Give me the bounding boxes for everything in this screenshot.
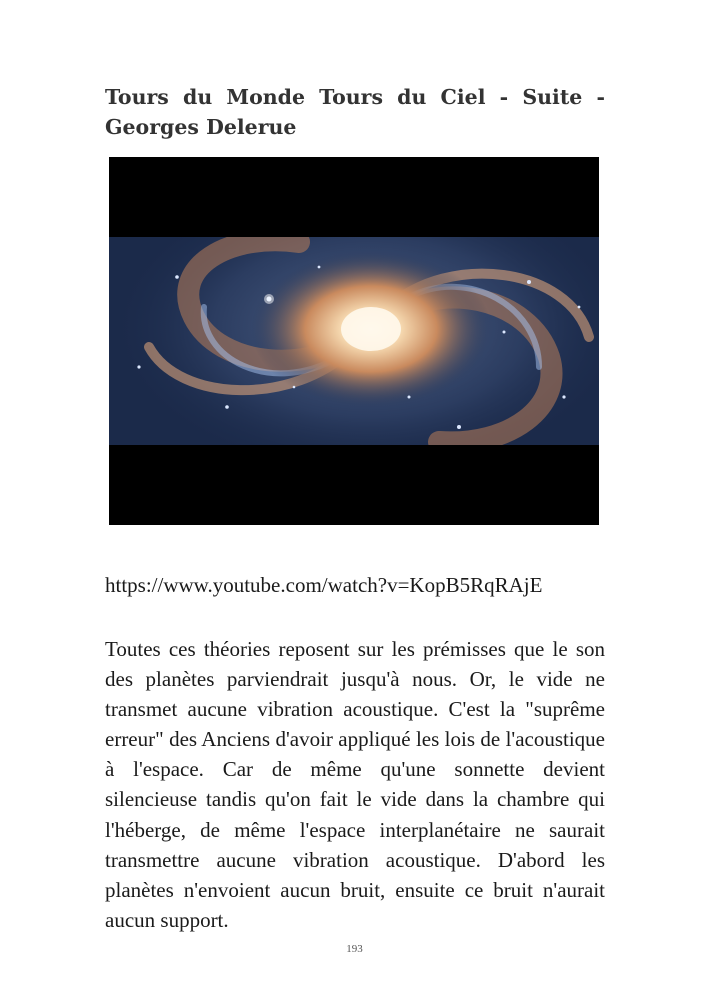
galaxy-image bbox=[109, 157, 599, 525]
video-thumbnail[interactable] bbox=[109, 157, 599, 525]
page-number: 193 bbox=[346, 943, 363, 955]
video-link[interactable]: https://www.youtube.com/watch?v=KopB5RqRAjE bbox=[105, 573, 543, 597]
page-title: Tours du Monde Tours du Ciel - Suite - Georges Delerue bbox=[105, 85, 605, 139]
body-paragraph: Toutes ces théories reposent sur les prémisses que le son des planètes parviendrait jusqu'à nous. Or, le vide ne transmet aucune vibration acoustique. C'est la "suprême erreur" des Anciens d'avoir appliqué les lois de l'acoustique à l'espace. Car de même qu'une sonnette devient silencieuse tandis qu'on fait le vide dans la chambre qui l'héberge, de même l'espace interplanétaire ne saurait transmettre aucune vibration acoustique. D'abord les planètes n'envoient aucun bruit, ensuite ce bruit n'aurait aucun support. bbox=[105, 637, 605, 932]
